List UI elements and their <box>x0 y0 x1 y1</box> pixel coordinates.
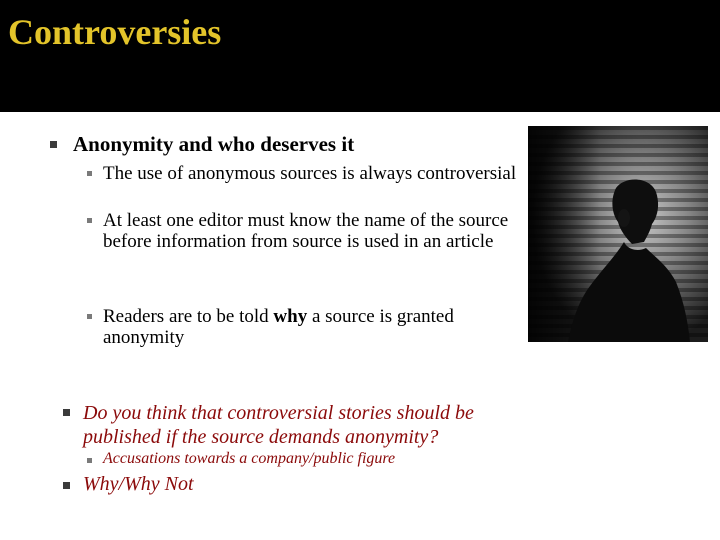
square-bullet-icon <box>63 482 70 489</box>
small-bullet-icon <box>87 171 92 176</box>
anonymous-source-photo <box>528 126 708 342</box>
square-bullet-icon <box>50 141 57 148</box>
small-bullet-icon <box>87 458 92 463</box>
slide-title: Controversies <box>8 12 222 52</box>
small-bullet-icon <box>87 314 92 319</box>
sub-bullet-1: The use of anonymous sources is always controversial <box>103 163 517 184</box>
title-bar <box>0 0 720 112</box>
sub-bullet-3: Readers are to be told why a source is granted anonymity <box>103 306 454 348</box>
main-bullet: Anonymity and who deserves it <box>73 132 355 156</box>
square-bullet-icon <box>63 409 70 416</box>
sub-bullet-2: At least one editor must know the name of the source before information from source is used in an article <box>103 210 509 252</box>
why-bullet: Why/Why Not <box>83 473 194 495</box>
small-bullet-icon <box>87 218 92 223</box>
silhouette-image <box>528 126 708 342</box>
question-sub-bullet: Accusations towards a company/public figure <box>103 450 396 467</box>
emphasis-why: why <box>273 306 308 327</box>
question-bullet: Do you think that controversial stories should be published if the source demands anonymity? <box>83 402 474 448</box>
